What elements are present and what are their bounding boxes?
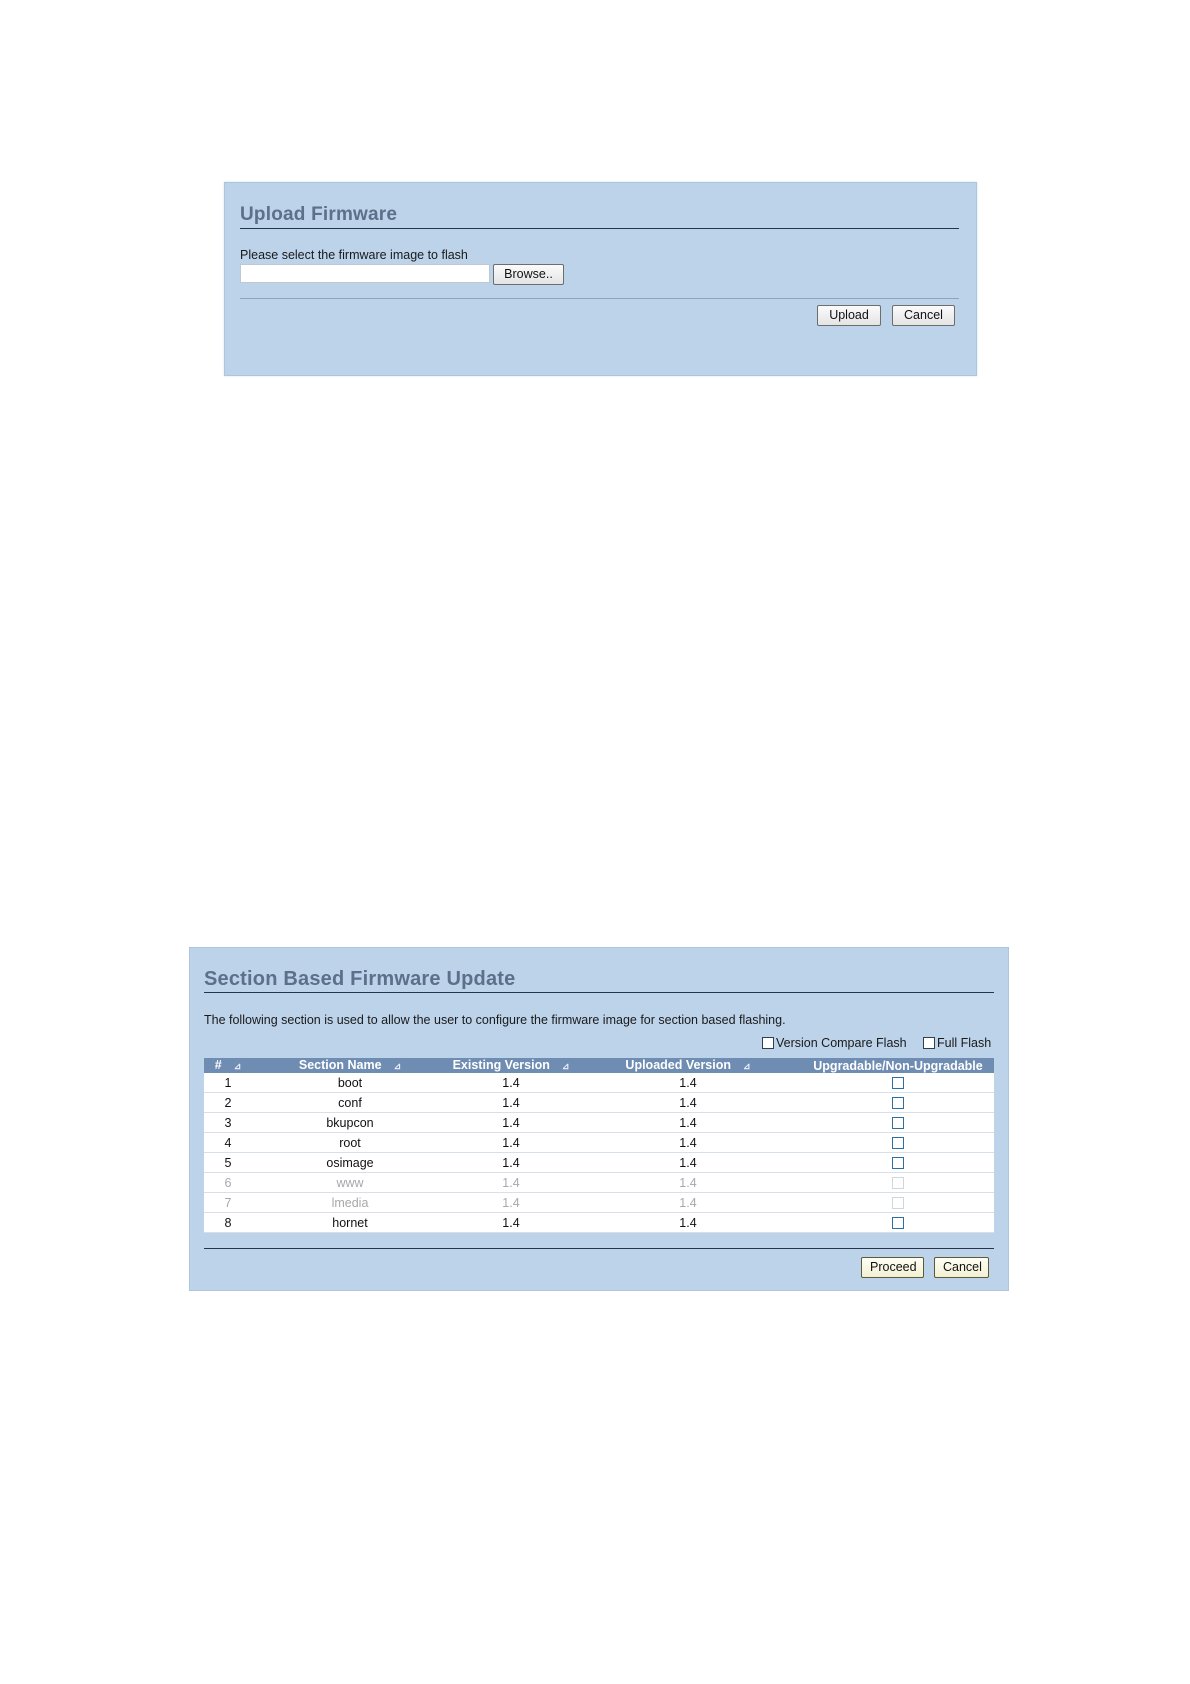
existing-version: 1.4 [448, 1153, 574, 1173]
row-number: 5 [204, 1153, 252, 1173]
table-row [204, 1093, 994, 1113]
table-row [204, 1153, 994, 1173]
table-header-row [204, 1058, 994, 1073]
full-flash-option[interactable] [923, 1036, 991, 1050]
upgradable-checkbox[interactable] [892, 1217, 904, 1229]
section-name: root [252, 1133, 448, 1153]
sections-table [204, 1058, 994, 1233]
table-row [204, 1113, 994, 1133]
column-header-section-name[interactable]: Section Name ⊿ [252, 1058, 448, 1073]
proceed-button[interactable]: Proceed [861, 1257, 924, 1278]
upgradable-cell [802, 1113, 994, 1133]
row-number: 4 [204, 1133, 252, 1153]
upgradable-checkbox[interactable] [892, 1097, 904, 1109]
uploaded-version: 1.4 [574, 1213, 802, 1233]
existing-version: 1.4 [448, 1133, 574, 1153]
column-header-uploaded-version[interactable]: Uploaded Version ⊿ [574, 1058, 802, 1073]
upgradable-checkbox [892, 1197, 904, 1209]
table-row [204, 1073, 994, 1093]
upload-cancel-button[interactable]: Cancel [892, 305, 955, 326]
table-row [204, 1193, 994, 1213]
uploaded-version: 1.4 [574, 1093, 802, 1113]
title-divider [204, 992, 994, 993]
existing-version: 1.4 [448, 1073, 574, 1093]
sort-icon[interactable]: ⊿ [233, 1061, 242, 1071]
upgradable-checkbox[interactable] [892, 1117, 904, 1129]
row-number: 7 [204, 1193, 252, 1213]
firmware-file-input[interactable] [240, 264, 490, 283]
uploaded-version: 1.4 [574, 1133, 802, 1153]
version-compare-flash-label: Version Compare Flash [776, 1036, 907, 1050]
full-flash-label: Full Flash [937, 1036, 992, 1050]
uploaded-version: 1.4 [574, 1193, 802, 1213]
section-name: boot [252, 1073, 448, 1093]
panel-divider [204, 1248, 994, 1249]
upload-button[interactable]: Upload [817, 305, 881, 326]
row-number: 1 [204, 1073, 252, 1093]
existing-version: 1.4 [448, 1173, 574, 1193]
column-header-existing-version[interactable]: Existing Version ⊿ [448, 1058, 574, 1073]
upgradable-checkbox [892, 1177, 904, 1189]
upgradable-cell [802, 1093, 994, 1113]
existing-version: 1.4 [448, 1193, 574, 1213]
version-compare-flash-checkbox[interactable] [762, 1037, 774, 1049]
row-number: 8 [204, 1213, 252, 1233]
upgradable-cell [802, 1173, 994, 1193]
table-row [204, 1213, 994, 1233]
upgradable-checkbox[interactable] [892, 1077, 904, 1089]
version-compare-flash-option[interactable] [762, 1036, 907, 1050]
row-number: 3 [204, 1113, 252, 1133]
column-header-number[interactable]: # ⊿ [204, 1058, 252, 1073]
section-name: lmedia [252, 1193, 448, 1213]
full-flash-checkbox[interactable] [923, 1037, 935, 1049]
upgradable-checkbox[interactable] [892, 1157, 904, 1169]
upload-firmware-title: Upload Firmware [240, 204, 398, 225]
section-update-title: Section Based Firmware Update [204, 968, 516, 990]
browse-button[interactable]: Browse.. [493, 264, 564, 285]
title-divider [240, 228, 959, 229]
upgradable-cell [802, 1153, 994, 1173]
existing-version: 1.4 [448, 1093, 574, 1113]
section-name: www [252, 1173, 448, 1193]
sections-table-body [204, 1073, 994, 1233]
row-number: 6 [204, 1173, 252, 1193]
section-name: bkupcon [252, 1113, 448, 1133]
row-number: 2 [204, 1093, 252, 1113]
upload-prompt-label: Please select the firmware image to flash [240, 248, 468, 262]
sort-icon[interactable]: ⊿ [561, 1061, 570, 1071]
uploaded-version: 1.4 [574, 1173, 802, 1193]
sort-icon[interactable]: ⊿ [393, 1061, 402, 1071]
sort-icon[interactable]: ⊿ [743, 1061, 751, 1071]
existing-version: 1.4 [448, 1113, 574, 1133]
section-name: hornet [252, 1213, 448, 1233]
table-row [204, 1133, 994, 1153]
existing-version: 1.4 [448, 1213, 574, 1233]
uploaded-version: 1.4 [574, 1073, 802, 1093]
upgradable-cell [802, 1213, 994, 1233]
section-firmware-update-panel [189, 947, 1009, 1291]
upgradable-cell [802, 1133, 994, 1153]
section-update-description: The following section is used to allow the user to configure the firmware image for section based flashing. [204, 1013, 786, 1027]
section-name: osimage [252, 1153, 448, 1173]
upload-firmware-panel [224, 182, 977, 376]
section-cancel-button[interactable]: Cancel [934, 1257, 989, 1278]
uploaded-version: 1.4 [574, 1113, 802, 1133]
uploaded-version: 1.4 [574, 1153, 802, 1173]
panel-divider [240, 298, 959, 299]
section-name: conf [252, 1093, 448, 1113]
column-header-upgradable: Upgradable/Non-Upgradable [802, 1058, 994, 1073]
table-row [204, 1173, 994, 1193]
upgradable-checkbox[interactable] [892, 1137, 904, 1149]
upgradable-cell [802, 1073, 994, 1093]
upgradable-cell [802, 1193, 994, 1213]
